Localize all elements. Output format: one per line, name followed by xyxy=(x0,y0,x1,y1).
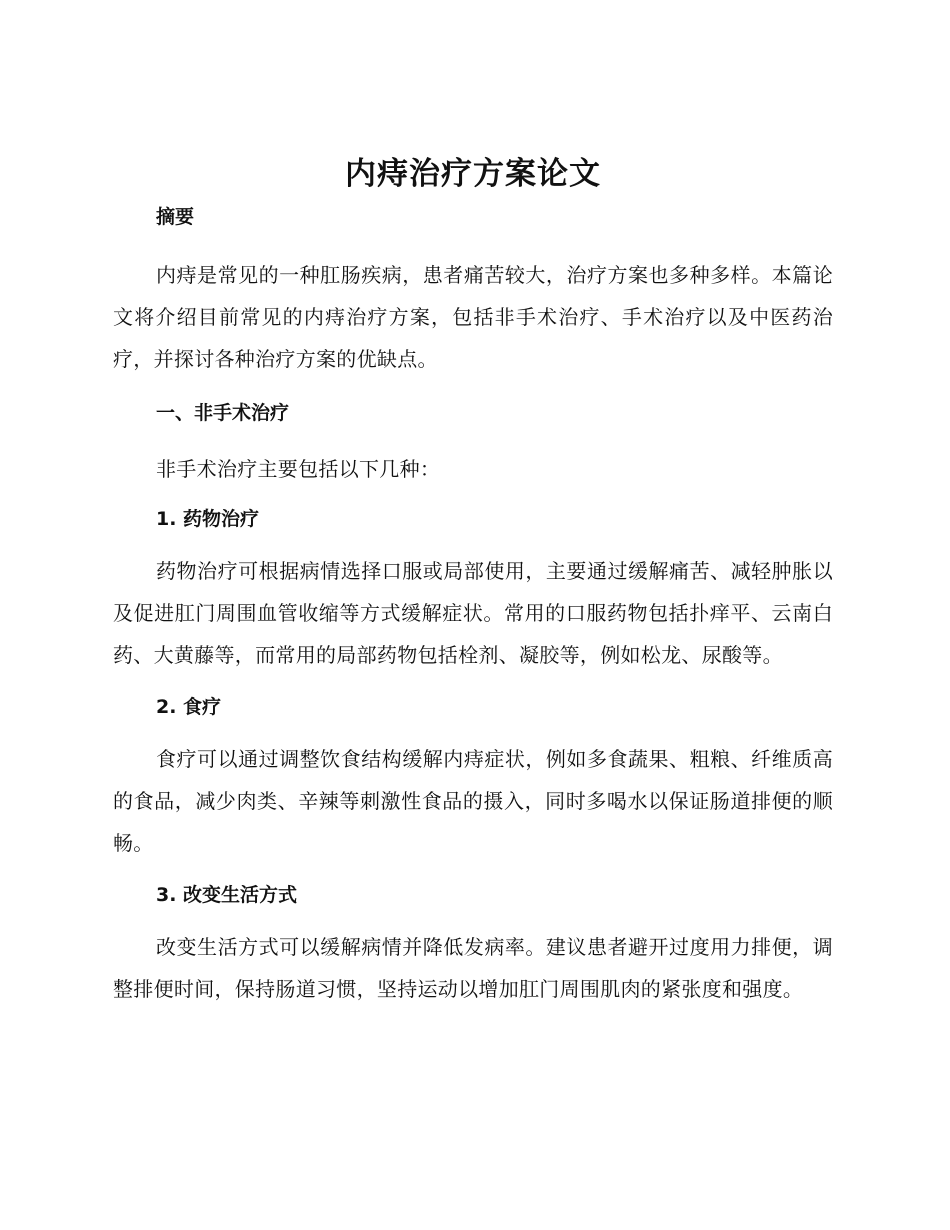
subsection-heading-diet: 2. 食疗 xyxy=(156,696,222,718)
section-heading-non-surgical: 一、非手术治疗 xyxy=(156,402,290,424)
subsection-paragraph-lifestyle: 改变生活方式可以缓解病情并降低发病率。建议患者避开过度用力排便，调整排便时间，保持肠道习惯，坚持运动以增加肛门周围肌肉的紧张度和强度。 xyxy=(113,935,833,1001)
abstract-heading: 摘要 xyxy=(156,206,195,228)
subsection-heading-medication: 1. 药物治疗 xyxy=(156,508,260,530)
subsection-paragraph-medication: 药物治疗可根据病情选择口服或局部使用，主要通过缓解痛苦、减轻肿胀以及促进肛门周围血管收缩等方式缓解症状。常用的口服药物包括扑痒平、云南白药、大黄藤等，而常用的局部药物包括栓剂、凝胶等，例如松龙、尿酸等。 xyxy=(113,559,833,667)
subsection-heading-lifestyle: 3. 改变生活方式 xyxy=(156,884,298,906)
document-body xyxy=(113,150,833,1026)
document-title: 内痔治疗方案论文 xyxy=(345,156,601,192)
section-intro-paragraph: 非手术治疗主要包括以下几种： xyxy=(156,457,441,481)
abstract-paragraph: 内痔是常见的一种肛肠疾病，患者痛苦较大，治疗方案也多种多样。本篇论文将介绍目前常见的内痔治疗方案，包括非手术治疗、手术治疗以及中医药治疗，并探讨各种治疗方案的优缺点。 xyxy=(113,263,833,371)
subsection-paragraph-diet: 食疗可以通过调整饮食结构缓解内痔症状，例如多食蔬果、粗粮、纤维质高的食品，减少肉类、辛辣等刺激性食品的摄入，同时多喝水以保证肠道排便的顺畅。 xyxy=(113,747,833,855)
